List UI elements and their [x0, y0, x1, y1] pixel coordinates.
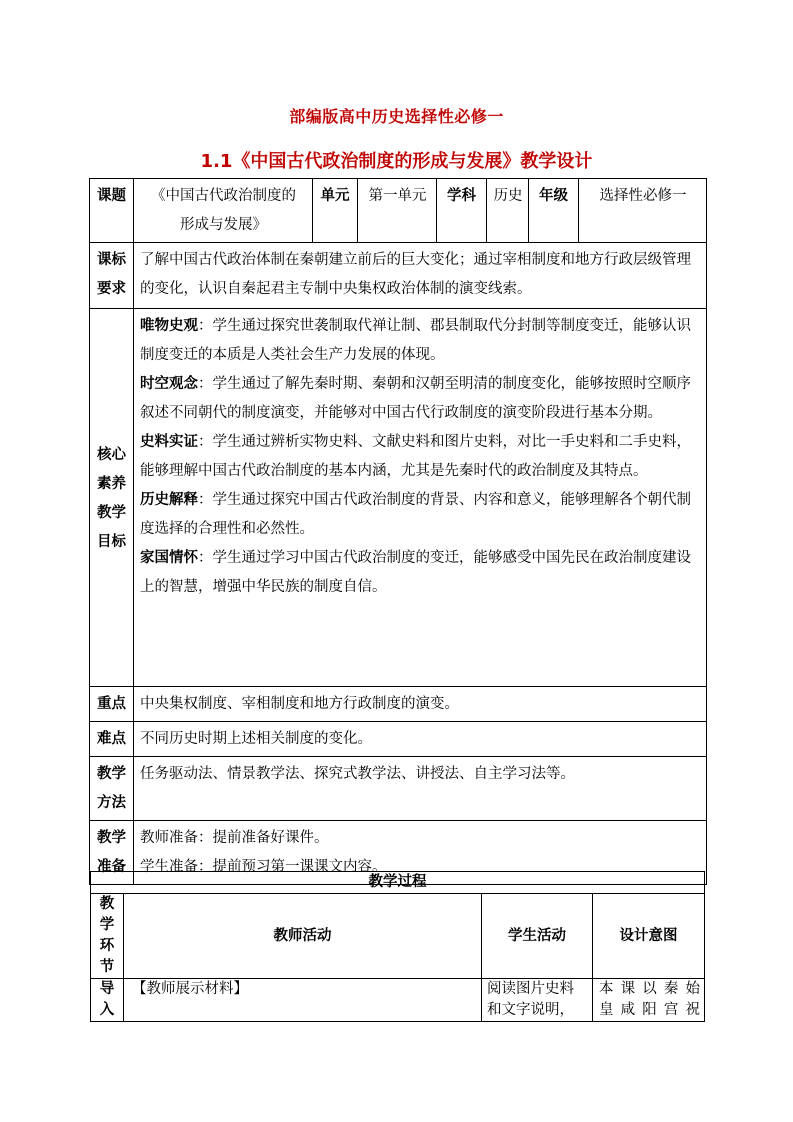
objective-item: 历史解释：学生通过探究中国古代政治制度的背景、内容和意义，能够理解各个朝代制度选择的合理性和必然性。: [140, 492, 691, 537]
unit-label: 单元: [313, 179, 358, 243]
design-intent-header: 设计意图: [593, 894, 705, 979]
objective-item: 史料实证：学生通过辨析实物史料、文献史料和图片史料，对比一手史料和二手史料，能够理解中国古代政治制度的基本内涵，尤其是先秦时代的政治制度及其特点。: [140, 434, 691, 479]
design-intent-cell: 本课以秦始 皇咸阳宫祝: [593, 979, 705, 1022]
objectives-label: 核心 素养 教学 目标: [90, 309, 134, 687]
lesson-info-table: [89, 178, 707, 885]
difficulty-row: [90, 722, 707, 757]
process-row: [91, 979, 705, 1022]
standard-label: 课标 要求: [90, 243, 134, 309]
objective-item: 时空观念：学生通过了解先秦时期、秦朝和汉朝至明清的制度变化，能够按照时空顺序叙述不同朝代的制度演变，并能够对中国古代行政制度的演变阶段进行基本分期。: [140, 376, 691, 421]
teacher-activity-cell: 【教师展示材料】: [124, 979, 482, 1022]
key-point-label: 重点: [90, 687, 134, 722]
process-title: 教学过程: [91, 872, 705, 894]
objective-item: 家国情怀：学生通过学习中国古代政治制度的变迁，能够感受中国先民在政治制度建设上的智慧，增强中华民族的制度自信。: [140, 550, 691, 595]
subject-label: 学科: [437, 179, 487, 243]
teacher-activity-header: 教师活动: [124, 894, 482, 979]
process-header-row: [91, 894, 705, 979]
document-title: 部编版高中历史选择性必修一: [289, 107, 504, 126]
method-row: [90, 757, 707, 821]
difficulty-label: 难点: [90, 722, 134, 757]
document-subtitle: 1.1《中国古代政治制度的形成与发展》教学设计: [200, 151, 593, 172]
unit-value: 第一单元: [358, 179, 437, 243]
preparation-text: 教师准备：提前准备好课件。 学生准备：提前预习第一课课文内容。: [134, 821, 707, 885]
standard-text: 了解中国古代政治体制在秦朝建立前后的巨大变化；通过宰相制度和地方行政层级管理的变化，认识自秦起君主专制中央集权政治体制的演变线索。: [134, 243, 707, 309]
difficulty-text: 不同历史时期上述相关制度的变化。: [134, 722, 707, 757]
student-activity-header: 学生活动: [482, 894, 593, 979]
subject-value: 历史: [487, 179, 529, 243]
stage-header: 教 学 环 节: [91, 894, 124, 979]
key-point-text: 中央集权制度、宰相制度和地方行政制度的演变。: [134, 687, 707, 722]
objectives-text: [134, 309, 707, 687]
standard-row: [90, 243, 707, 309]
topic-row: [90, 179, 707, 243]
teaching-process-table: [90, 871, 705, 1022]
student-activity-cell: 阅读图片史料 和文字说明，: [482, 979, 593, 1022]
topic-label: 课题: [90, 179, 134, 243]
key-point-row: [90, 687, 707, 722]
preparation-label: 教学 准备: [90, 821, 134, 885]
objective-item: 唯物史观：学生通过探究世袭制取代禅让制、郡县制取代分封制等制度变迁，能够认识制度变迁的本质是人类社会生产力发展的体现。: [140, 318, 691, 363]
objectives-row: [90, 309, 707, 687]
method-text: 任务驱动法、情景教学法、探究式教学法、讲授法、自主学习法等。: [134, 757, 707, 821]
stage-cell: 导 入: [91, 979, 124, 1022]
grade-label: 年级: [529, 179, 579, 243]
grade-value: 选择性必修一: [579, 179, 707, 243]
method-label: 教学 方法: [90, 757, 134, 821]
process-title-row: [91, 872, 705, 894]
topic-value: 《中国古代政治制度的 形成与发展》: [134, 179, 313, 243]
